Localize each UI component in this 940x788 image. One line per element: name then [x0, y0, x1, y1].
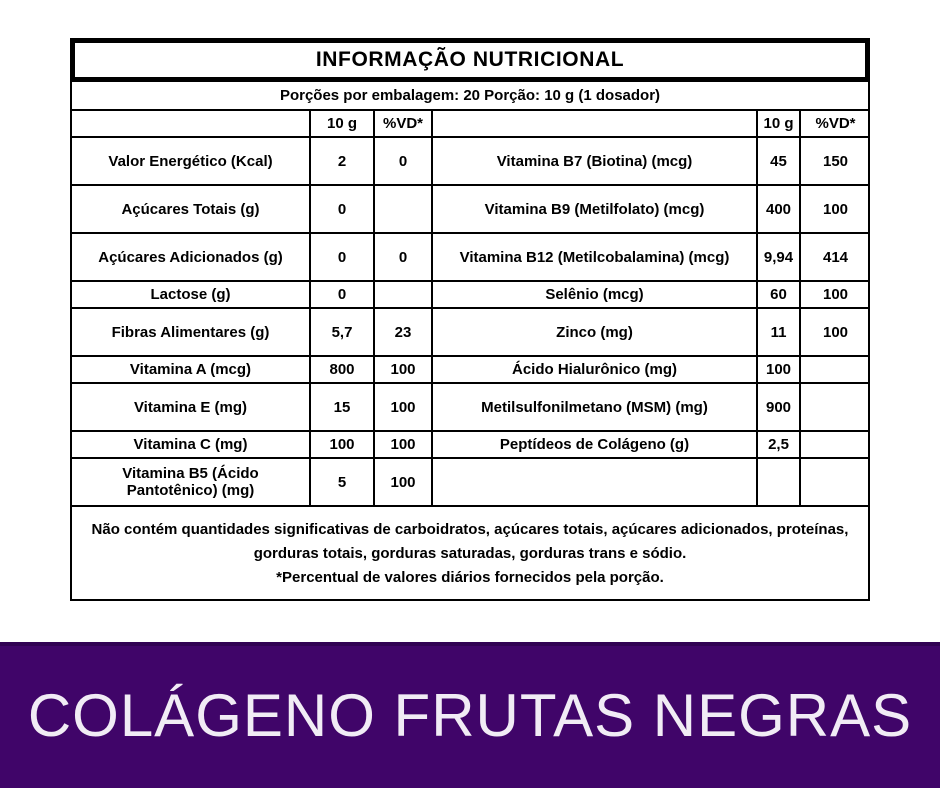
amount-right: 9,94	[757, 233, 800, 281]
table-row	[72, 356, 870, 383]
nutrient-name-left: Vitamina C (mg)	[72, 431, 310, 458]
nutrient-name-left: Açúcares Adicionados (g)	[72, 233, 310, 281]
dv-right: 100	[800, 185, 870, 233]
nutrition-table-body	[70, 82, 870, 601]
nutrient-name-right: Ácido Hialurônico (mg)	[432, 356, 757, 383]
amount-left: 15	[310, 383, 374, 431]
nutrient-name-left: Fibras Alimentares (g)	[72, 308, 310, 356]
servings-line: Porções por embalagem: 20 Porção: 10 g (1 dosador)	[279, 87, 661, 104]
dv-left: 100	[374, 431, 432, 458]
amount-right	[757, 458, 800, 506]
dv-right: 100	[800, 308, 870, 356]
nutrition-title-box	[70, 38, 870, 82]
amount-left: 0	[310, 281, 374, 308]
footnote-no-significant-amounts: Não contém quantidades significativas de carboidratos, açúcares totais, açúcares adicionados, proteínas, gorduras totais, gorduras saturadas, gorduras trans e sódio.	[91, 521, 849, 562]
header-amount-left: 10 g	[310, 110, 374, 137]
dv-right: 150	[800, 137, 870, 185]
nutrient-name-right: Vitamina B9 (Metilfolato) (mcg)	[432, 185, 757, 233]
table-row	[72, 308, 870, 356]
amount-right: 60	[757, 281, 800, 308]
table-row	[72, 281, 870, 308]
dv-left	[374, 281, 432, 308]
dv-left: 0	[374, 233, 432, 281]
amount-left: 2	[310, 137, 374, 185]
nutrient-name-left: Vitamina E (mg)	[72, 383, 310, 431]
table-row	[72, 383, 870, 431]
nutrition-table	[72, 109, 870, 507]
amount-right: 900	[757, 383, 800, 431]
nutrient-name-right: Zinco (mg)	[432, 308, 757, 356]
amount-right: 2,5	[757, 431, 800, 458]
table-row	[72, 431, 870, 458]
nutrient-name-left: Lactose (g)	[72, 281, 310, 308]
nutrient-name-right: Peptídeos de Colágeno (g)	[432, 431, 757, 458]
table-row	[72, 458, 870, 506]
product-banner	[0, 642, 940, 788]
footnote-daily-values: *Percentual de valores diários fornecidos pela porção.	[276, 569, 664, 586]
nutrient-name-left: Vitamina A (mcg)	[72, 356, 310, 383]
nutrient-name-left: Açúcares Totais (g)	[72, 185, 310, 233]
nutrition-facts-panel	[70, 0, 870, 601]
dv-left: 23	[374, 308, 432, 356]
amount-left: 800	[310, 356, 374, 383]
dv-left	[374, 185, 432, 233]
table-header-row	[72, 110, 870, 137]
table-row	[72, 233, 870, 281]
nutrient-name-right	[432, 458, 757, 506]
header-blank-left	[72, 110, 310, 137]
product-name: COLÁGENO FRUTAS NEGRAS	[27, 681, 913, 749]
dv-right: 414	[800, 233, 870, 281]
dv-right	[800, 356, 870, 383]
amount-left: 100	[310, 431, 374, 458]
amount-left: 0	[310, 233, 374, 281]
amount-right: 45	[757, 137, 800, 185]
dv-right	[800, 431, 870, 458]
nutrient-name-right: Vitamina B7 (Biotina) (mcg)	[432, 137, 757, 185]
amount-left: 5	[310, 458, 374, 506]
amount-right: 11	[757, 308, 800, 356]
footnote-box	[72, 507, 868, 599]
nutrient-name-right: Vitamina B12 (Metilcobalamina) (mcg)	[432, 233, 757, 281]
nutrient-name-left: Vitamina B5 (Ácido Pantotênico) (mg)	[72, 458, 310, 506]
header-blank-right	[432, 110, 757, 137]
header-amount-right: 10 g	[757, 110, 800, 137]
dv-right	[800, 383, 870, 431]
amount-left: 0	[310, 185, 374, 233]
header-dv-right: %VD*	[800, 110, 870, 137]
amount-left: 5,7	[310, 308, 374, 356]
table-row	[72, 185, 870, 233]
nutrient-name-left: Valor Energético (Kcal)	[72, 137, 310, 185]
dv-left: 100	[374, 458, 432, 506]
amount-right: 400	[757, 185, 800, 233]
table-row	[72, 137, 870, 185]
nutrient-name-right: Metilsulfonilmetano (MSM) (mg)	[432, 383, 757, 431]
dv-left: 100	[374, 383, 432, 431]
amount-right: 100	[757, 356, 800, 383]
dv-left: 0	[374, 137, 432, 185]
nutrition-title: INFORMAÇÃO NUTRICIONAL	[315, 48, 625, 71]
dv-left: 100	[374, 356, 432, 383]
nutrient-name-right: Selênio (mcg)	[432, 281, 757, 308]
dv-right: 100	[800, 281, 870, 308]
dv-right	[800, 458, 870, 506]
header-dv-left: %VD*	[374, 110, 432, 137]
